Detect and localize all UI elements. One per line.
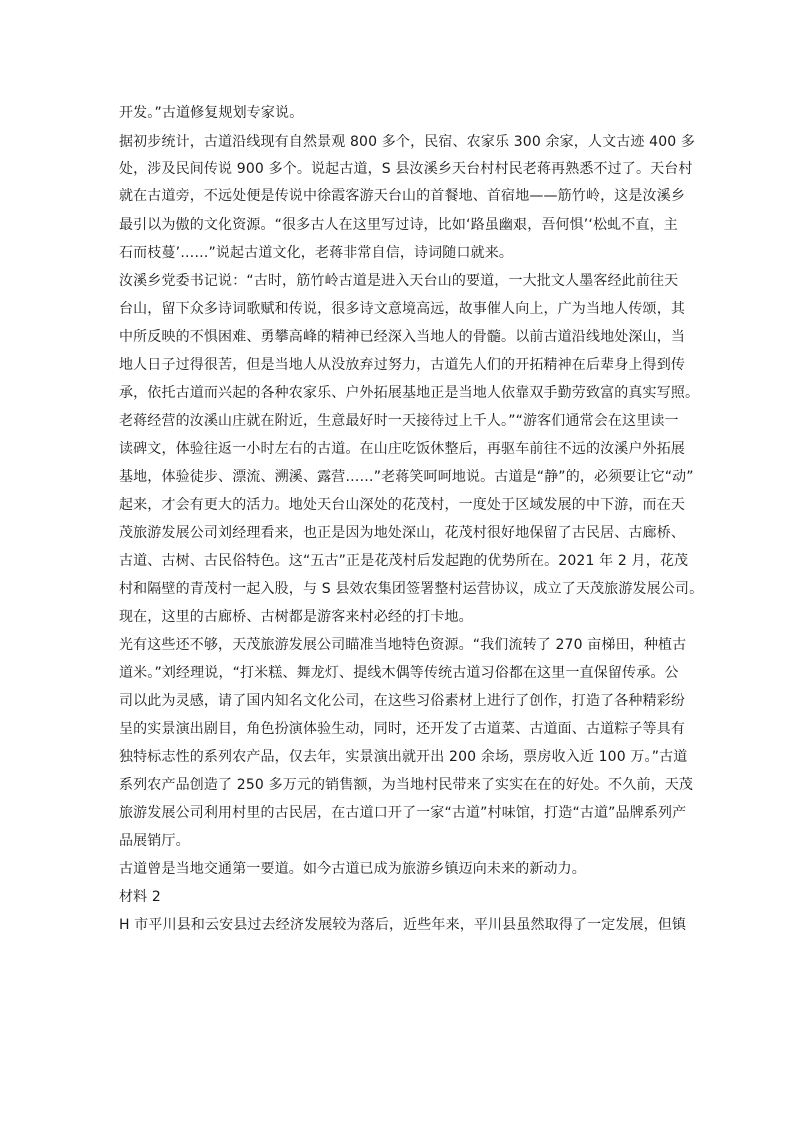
text-line: H 市平川县和云安县过去经济发展较为落后，近些年来，平川县虽然取得了一定发展，但镇 (119, 917, 687, 933)
text-line: 汝溪乡党委书记说：“古时，筋竹岭古道是进入天台山的要道，一大批文人墨客经此前往天 (119, 273, 679, 289)
text-line: 古道曾是当地交通第一要道。如今古道已成为旅游乡镇迈向未来的新动力。 (119, 861, 586, 877)
text-line: 现在，这里的古廊桥、古树都是游客来村必经的打卡地。 (119, 609, 473, 625)
text-line: 据初步统计，古道沿线现有自然景观 800 多个，民宿、农家乐 300 余家，人文古迹 400 多 (119, 134, 696, 150)
text-line: 起来，才会有更大的活力。地处天台山深处的花茂村，一度处于区域发展的中下游，而在天 (119, 497, 685, 513)
text-line: 承，依托古道而兴起的各种农家乐、户外拓展基地正是当地人依靠双手勤劳致富的真实写照。 (119, 385, 700, 401)
text-line: 老蒋经营的汝溪山庄就在附近，生意最好时一天接待过上千人。”“游客们通常会在这里读一 (119, 413, 679, 429)
text-line: 最引以为傲的文化资源。“很多古人在这里写过诗，比如‘路虽幽艰，吾何惧’‘松虬不直，主 (119, 217, 678, 233)
text-line: 光有这些还不够，天茂旅游发展公司瞄准当地特色资源。“我们流转了 270 亩梯田，种植古 (119, 637, 687, 653)
text-line: 旅游发展公司利用村里的古民居，在古道口开了一家“古道”村味馆，打造“古道”品牌系列产 (119, 805, 687, 821)
text-line: 古道、古树、古民俗特色。这“五古”正是花茂村后发起跑的优势所在。2021 年 2 月，花茂 (119, 553, 689, 569)
section-heading: 材料 2 (119, 889, 161, 905)
text-line: 村和隔壁的青茂村一起入股，与 S 县效农集团签署整村运营协议，成立了天茂旅游发展公司。 (119, 581, 704, 597)
text-line: 开发。”古道修复规划专家说。 (119, 105, 304, 121)
text-line: 茂旅游发展公司刘经理看来，也正是因为地处深山，花茂村很好地保留了古民居、古廊桥、 (119, 525, 685, 541)
text-line: 呈的实景演出剧目，角色扮演体验生动，同时，还开发了古道菜、古道面、古道粽子等具有 (119, 721, 685, 737)
text-line: 石而枝蔓’……”说起古道文化，老蒋非常自信，诗词随口就来。 (119, 245, 514, 261)
text-line: 独特标志性的系列农产品，仅去年，实景演出就开出 200 余场，票房收入近 100 万。”古道 (119, 749, 688, 765)
text-line: 司以此为灵感，请了国内知名文化公司，在这些习俗素材上进行了创作，打造了各种精彩纷 (119, 693, 685, 709)
text-line: 品展销厅。 (119, 833, 190, 849)
text-line: 地人日子过得很苦，但是当地人从没放弃过努力，古道先人们的开拓精神在后辈身上得到传 (119, 357, 685, 373)
text-line: 中所反映的不惧困难、勇攀高峰的精神已经深入当地人的骨髓。以前古道沿线地处深山，当 (119, 329, 685, 345)
text-line: 处，涉及民间传说 900 多个。说起古道，S 县汝溪乡天台村村民老蒋再熟悉不过了。天台村 (119, 161, 693, 177)
text-line: 系列农产品创造了 250 多万元的销售额，为当地村民带来了实实在在的好处。不久前，天茂 (119, 777, 694, 793)
text-line: 基地，体验徒步、漂流、溯溪、露营……”老蒋笑呵呵地说。古道是“静”的，必须要让它“动” (119, 469, 694, 485)
text-line: 道米。”刘经理说，“打米糕、舞龙灯、提线木偶等传统古道习俗都在这里一直保留传承。公 (119, 665, 679, 681)
text-line: 台山，留下众多诗词歌赋和传说，很多诗文意境高远，故事催人向上，广为当地人传颂，其 (119, 301, 685, 317)
text-line: 就在古道旁，不远处便是传说中徐霞客游天台山的首餐地、首宿地——筋竹岭，这是汝溪乡 (119, 188, 685, 204)
text-line: 读碑文，体验往返一小时左右的古道。在山庄吃饭休整后，再驱车前往不远的汝溪户外拓展 (119, 441, 685, 457)
